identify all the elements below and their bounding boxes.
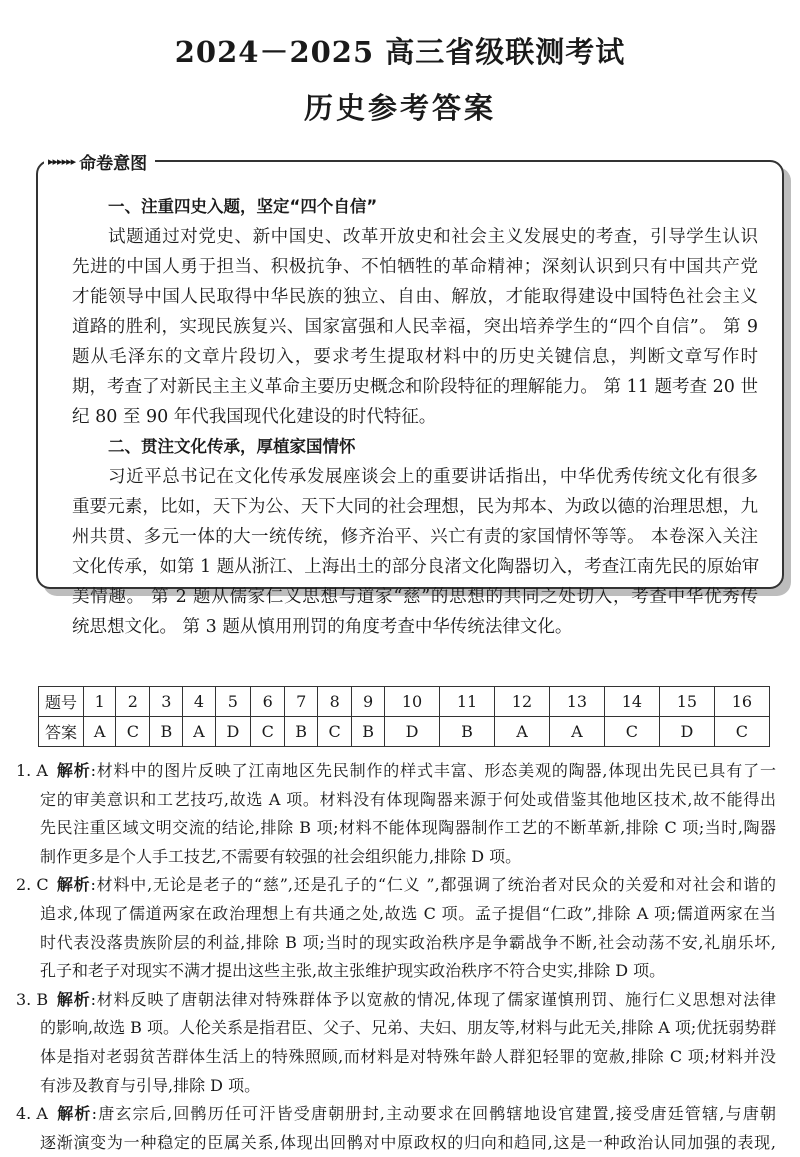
explanation-text: 追求,体现了儒道两家在政治理想上有共通之处,故选 C 项。孟子提倡“仁政”,排除 A 项;儒道两家在当 [40,903,776,923]
answer-cell: A [84,717,116,747]
arrows-icon: ▸▸▸▸▸▸ [48,155,76,168]
explanation-text: 体是指对老弱贫苦群体生活上的特殊照顾,而材料是对特殊年龄人群犯轻罪的宽赦,排除 C 项;材料并没 [40,1046,776,1066]
explanation-text: 有涉及教育与引导,排除 D 项。 [40,1075,261,1095]
answer-cell: C [116,717,150,747]
explanation-text: :材料中的图片反映了江南地区先民制作的样式丰富、形态美观的陶器,体现出先民已具有了一 [90,761,776,780]
explanation-line [16,843,776,872]
question-number: 3 [150,687,183,717]
question-number: 2 [116,687,150,717]
explanation-text: 制作更多是个人手工技艺,不需要有较强的社会组织能力,排除 D 项。 [40,846,522,866]
answer-cell: A [494,717,549,747]
explanation-number: 1. A [16,761,48,780]
explanation-first-line [16,1100,776,1129]
explanation-text: 先民注重区域文明交流的结论,排除 B 项;材料不能体现陶器制作工艺的不断革新,排除 C 项;当时,陶器 [40,818,776,838]
explanation-text: 逐渐演变为一种稳定的臣属关系,体现出回鹘对中原政权的归向和趋同,这是一种政治认同加强的表现, [40,1132,776,1152]
answer-cell: B [352,717,385,747]
document-title: 2024－2025 高三省级联测考试 [174,35,626,69]
paragraph-line: 州共贯、多元一体的大一统传统，修齐治平、兴亡有责的家国情怀等等。 本卷深入关注 [72,527,758,547]
question-number: 8 [318,687,352,717]
question-number: 4 [183,687,215,717]
explanation-text: :唐玄宗后,回鹘历任可汗皆受唐朝册封,主动要求在回鹘辖地设官建置,接受唐廷管辖,与唐朝 [91,1104,776,1124]
explanation-line [16,1043,776,1072]
answer-cell: B [150,717,183,747]
row-label: 题号 [39,687,84,717]
answer-cell: B [285,717,318,747]
question-number: 5 [215,687,251,717]
paragraph-line: 重要元素，比如，天下为公、天下大同的社会理想，民为邦本、为政以德的治理思想，九 [72,497,758,517]
answer-cell: C [318,717,352,747]
intent-box-header [44,149,155,174]
answer-cell: D [215,717,251,747]
paragraph-line: 美情趣。 第 2 题从儒家仁义思想与道家“慈”的思想的共同之处切入，考查中华优秀传 [72,587,758,607]
paragraph-line: 文化传承，如第 1 题从浙江、上海出土的部分良渚文化陶器切入，考查江南先民的原始审 [72,557,760,577]
explanation-line [16,900,776,929]
answer-cell: D [659,717,714,747]
paragraph-line: 纪 80 至 90 年代我国现代化建设的时代特征。 [72,407,437,427]
answer-cell: C [251,717,285,747]
question-number: 15 [659,687,714,717]
explanation-keyword: 解析 [56,761,91,780]
explanation-line [16,929,776,958]
paragraph-line: 题从毛泽东的文章片段切入，要求考生提取材料中的历史关键信息，判断文章写作时 [72,347,758,367]
paragraph-line: 期，考查了对新民主主义革命主要历史概念和阶段特征的理解能力。 第 11 题考查 20 世 [72,377,758,397]
answer-cell: C [604,717,659,747]
explanation-number: 3. B [16,989,49,1009]
answer-cell: B [440,717,495,747]
explanation-text: 定的审美意识和工艺技巧,故选 A 项。材料没有体现陶器来源于何处或借鉴其他地区技术,故不能得出 [40,789,776,809]
question-number: 7 [285,687,318,717]
question-number: 14 [604,687,659,717]
document-subtitle: 历史参考答案 [303,91,496,125]
paragraph-line: 习近平总书记在文化传承发展座谈会上的重要讲话指出，中华优秀传统文化有很多 [108,467,758,487]
question-number: 9 [352,687,385,717]
explanation-text: :材料反映了唐朝法律对特殊群体予以宽赦的情况,体现了儒家谨慎刑罚、施行仁义思想对法律 [90,989,776,1009]
explanations [16,757,776,1157]
explanation-keyword: 解析 [56,875,91,895]
intent-box-text [72,192,758,642]
explanation-line [16,786,776,815]
explanation-line [16,1014,776,1043]
answer-cell: A [183,717,215,747]
explanation-text: :材料中,无论是老子的“慈”,还是孔子的“仁义 ”,都强调了统治者对民众的关爱和对社会和谐的 [90,875,776,895]
section-heading: 二、贯注文化传承，厚植家国情怀 [108,437,356,456]
question-number: 12 [494,687,549,717]
question-number: 6 [251,687,285,717]
explanation-text: 的影响,故选 B 项。人伦关系是指君臣、父子、兄弟、夫妇、朋友等,材料与此无关,排除 A 项;优抚弱势群 [40,1018,777,1038]
explanation-first-line [16,986,776,1015]
explanation-line [16,957,776,986]
answer-table [38,686,770,747]
intent-box-label: 命卷意图 [79,154,148,174]
answer-cell: C [714,717,769,747]
section-heading: 一、注重四史入题，坚定“四个自信” [108,197,378,216]
explanation-number: 4. A [16,1104,48,1124]
question-number: 16 [714,687,769,717]
question-number: 11 [440,687,495,717]
explanation-text: 时代表没落贵族阶层的利益,排除 B 项;当时的现实政治秩序是争霸战争不断,社会动荡不安,礼崩乐坏, [40,932,776,952]
row-label: 答案 [39,717,84,747]
paragraph-line: 试题通过对党史、新中国史、改革开放史和社会主义发展史的考查，引导学生认识 [108,227,758,247]
question-number: 10 [385,687,440,717]
explanation-number: 2. C [16,875,49,895]
paragraph-line: 道路的胜利，实现民族复兴、国家富强和人民幸福，突出培养学生的“四个自信”。 第 9 [72,317,758,337]
explanation-line [16,1072,776,1101]
explanation-line [16,1129,776,1157]
explanation-keyword: 解析 [56,1104,92,1124]
paragraph-line: 先进的中国人勇于担当、积极抗争、不怕牺牲的革命精神；深刻认识到只有中国共产党 [72,257,758,277]
question-number: 1 [84,687,116,717]
paragraph-line: 统思想文化。 第 3 题从慎用刑罚的角度考查中华传统法律文化。 [72,617,573,637]
explanation-keyword: 解析 [56,989,91,1009]
explanation-line [16,814,776,843]
question-number: 13 [549,687,604,717]
explanation-first-line [16,871,776,900]
paragraph-line: 才能领导中国人民取得中华民族的独立、自由、解放，才能取得建设中国特色社会主义 [72,287,758,307]
answer-cell: D [385,717,440,747]
explanation-first-line [16,757,776,786]
answer-cell: A [549,717,604,747]
table-row-numbers [39,687,770,717]
explanation-text: 孔子和老子对现实不满才提出这些主张,故主张维护现实政治秩序不符合史实,排除 D 项。 [40,961,666,981]
table-row-answers [39,717,770,747]
